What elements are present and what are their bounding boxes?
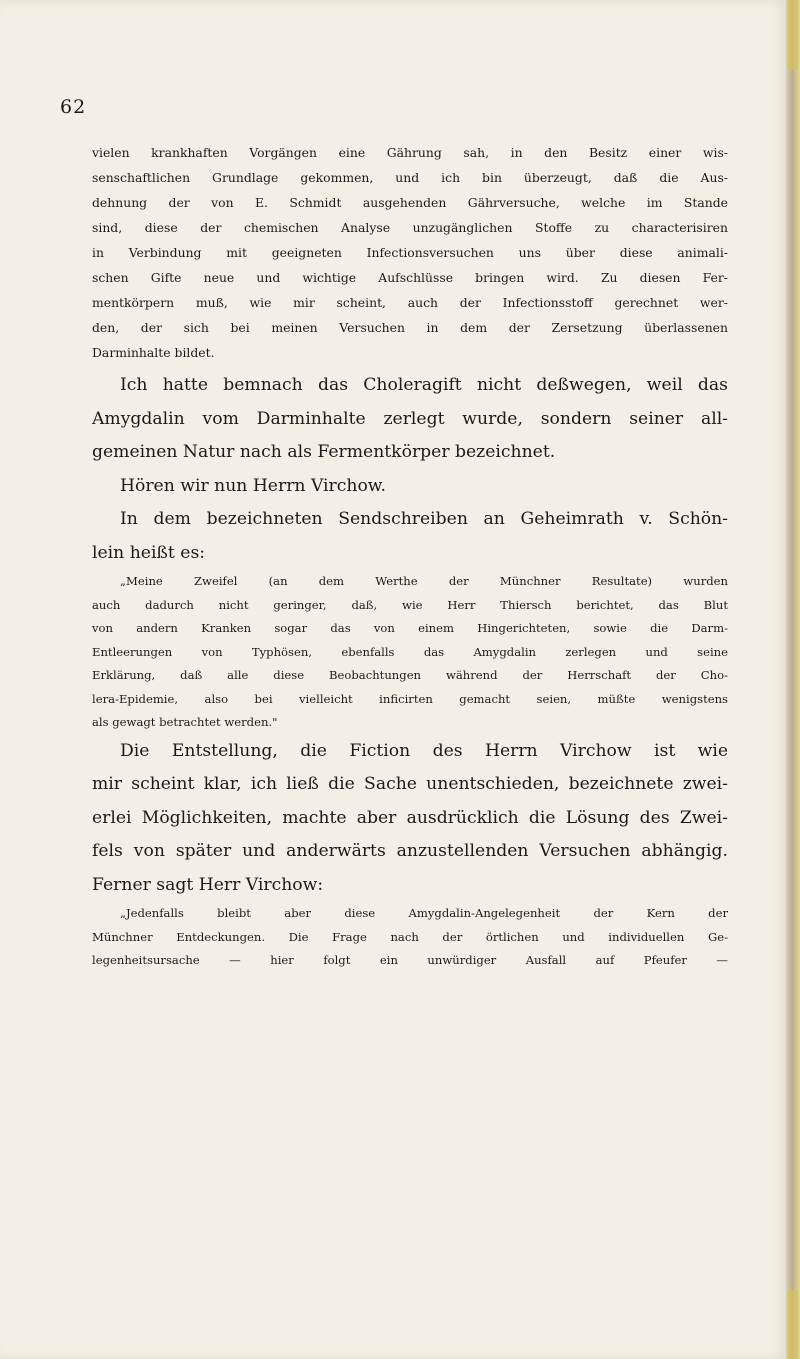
text-line: Ferner sagt Herr Virchow: [92, 874, 324, 895]
text-line: Entleerungen von Typhösen, ebenfalls das Amygdalin zerlegen und seine [92, 644, 728, 659]
text-line: gemeinen Natur nach als Fermentkörper bezeichnet. [92, 442, 556, 462]
text-line: lera-Epidemie, also bei vielleicht inficirten gemacht seien, müßte wenigstens [92, 691, 728, 706]
paragraph [92, 735, 728, 903]
quotation [92, 902, 728, 973]
text-line: vielen krankhaften Vorgängen eine Gährung sah, in den Besitz einer wis- [92, 145, 728, 160]
paragraph [92, 503, 728, 570]
edge-stain [788, 0, 798, 70]
text-line: erlei Möglichkeiten, machte aber ausdrücklich die Lösung des Zwei- [92, 807, 728, 828]
text-line: Die Entstellung, die Fiction des Herrn Virchow ist wie [120, 740, 728, 761]
text-line: schen Gifte neue und wichtige Aufschlüsse bringen wird. Zu diesen Fer- [92, 270, 728, 285]
paragraph [92, 140, 728, 365]
page-number: 62 [60, 96, 87, 118]
text-line: lein heißt es: [92, 542, 206, 563]
text-line: „Meine Zweifel (an dem Werthe der Münchner Resultate) wurden [120, 574, 728, 588]
text-line: Darminhalte bildet. [92, 345, 215, 360]
text-line: mir scheint klar, ich ließ die Sache unentschieden, bezeichnete zwei- [92, 774, 728, 794]
text-line: den, der sich bei meinen Versuchen in dem der Zersetzung überlassenen [92, 320, 728, 335]
text-line: Amygdalin vom Darminhalte zerlegt wurde, sondern seiner all- [92, 408, 728, 429]
text-line: legenheitsursache — hier folgt ein unwürdiger Ausfall auf Pfeufer — [92, 953, 728, 967]
text-line: Hören wir nun Herrn Virchow. [120, 475, 386, 496]
body-text [92, 140, 728, 973]
text-line: in Verbindung mit geeigneten Infectionsversuchen uns über diese animali- [92, 245, 728, 260]
text-line: Erklärung, daß alle diese Beobachtungen während der Herrschaft der Cho- [92, 668, 728, 682]
text-line: Münchner Entdeckungen. Die Frage nach der örtlichen und individuellen Ge- [92, 929, 728, 944]
text-line: mentkörpern muß, wie mir scheint, auch der Infectionsstoff gerechnet wer- [92, 295, 728, 310]
page-edge [786, 0, 800, 1359]
text-line: senschaftlichen Grundlage gekommen, und ich bin überzeugt, daß die Aus- [92, 170, 728, 185]
text-line: sind, diese der chemischen Analyse unzugänglichen Stoffe zu characterisiren [92, 220, 728, 235]
text-line: als gewagt betrachtet werden." [92, 715, 278, 729]
text-line: von andern Kranken sogar das von einem Hingerichteten, sowie die Darm- [92, 621, 728, 635]
text-line: Ich hatte bemnach das Choleragift nicht deßwegen, weil das [120, 375, 728, 395]
text-line: dehnung der von E. Schmidt ausgehenden Gährversuche, welche im Stande [92, 195, 728, 210]
text-line: In dem bezeichneten Sendschreiben an Geheimrath v. Schön- [120, 509, 728, 529]
quotation [92, 570, 728, 735]
text-line: fels von später und anderwärts anzustellenden Versuchen abhängig. [92, 841, 728, 861]
paragraph [92, 369, 728, 503]
text-line: auch dadurch nicht geringer, daß, wie Herr Thiersch berichtet, das Blut [92, 597, 728, 612]
edge-stain [788, 1290, 798, 1359]
text-line: „Jedenfalls bleibt aber diese Amygdalin-Angelegenheit der Kern der [120, 906, 728, 920]
